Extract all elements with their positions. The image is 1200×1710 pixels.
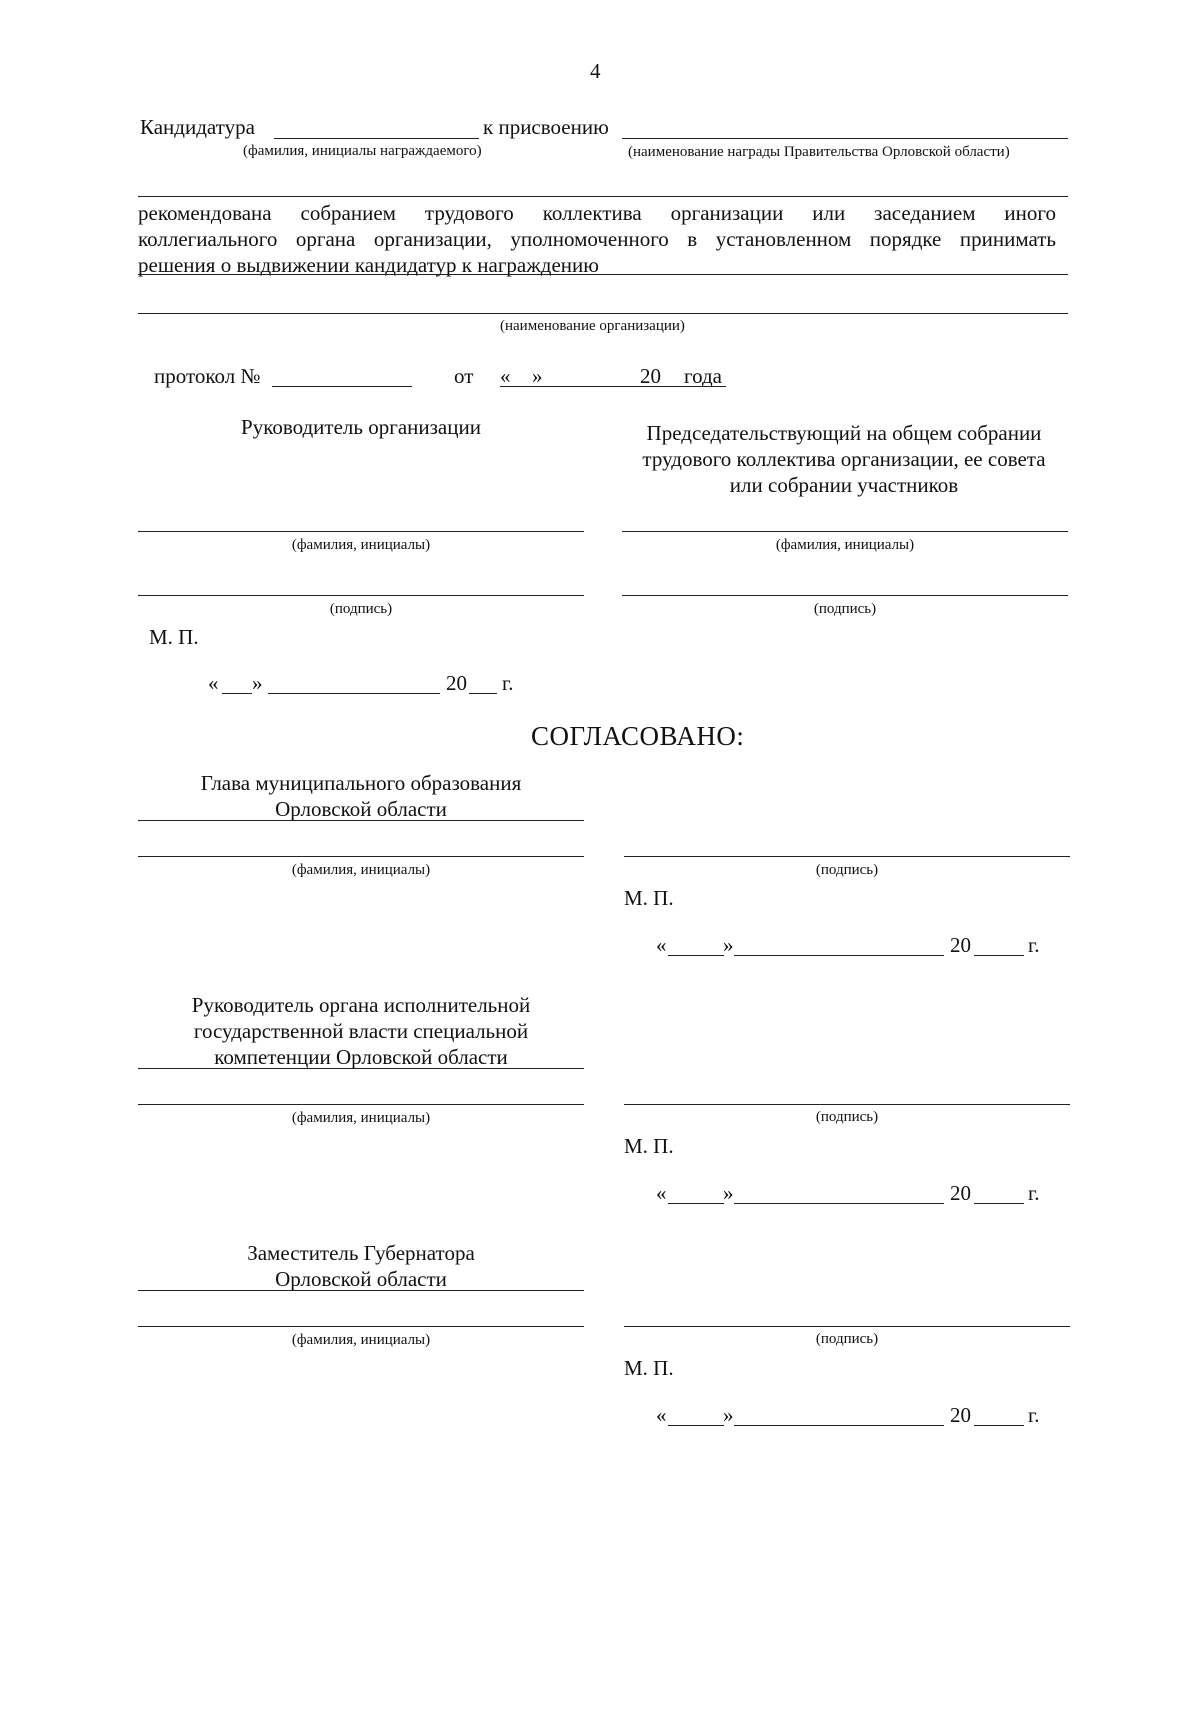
- date3-quote-open: «: [656, 1181, 667, 1205]
- executive-title-underline: [138, 1068, 584, 1069]
- approved-heading: СОГЛАСОВАНО:: [531, 721, 745, 751]
- deputy-signature-hint: (подпись): [815, 1331, 879, 1347]
- deputy-line-2: Орловской области: [275, 1267, 447, 1291]
- date2-year-prefix: 20: [950, 933, 971, 957]
- date4-year-field[interactable]: [974, 1425, 1024, 1426]
- page-number: 4: [590, 59, 601, 83]
- protocol-from-label: от: [454, 364, 474, 388]
- head-org-signature-field[interactable]: [138, 595, 584, 596]
- stamp-place-3: М. П.: [624, 1134, 674, 1158]
- date1-year-suffix: г.: [502, 671, 514, 695]
- municipal-name-field[interactable]: [138, 856, 584, 857]
- deputy-line-1: Заместитель Губернатора: [247, 1241, 475, 1265]
- award-name-hint: (наименование награды Правительства Орловской области): [628, 144, 1010, 160]
- protocol-year-prefix: 20: [640, 364, 661, 388]
- organization-name-hint: (наименование организации): [500, 318, 685, 334]
- award-name-field[interactable]: [622, 138, 1068, 139]
- deputy-title-underline: [138, 1290, 584, 1291]
- municipal-name-hint: (фамилия, инициалы): [291, 862, 431, 878]
- date4-year-prefix: 20: [950, 1403, 971, 1427]
- assignment-label: к присвоению: [483, 115, 609, 139]
- date1-year-prefix: 20: [446, 671, 467, 695]
- date3-year-field[interactable]: [974, 1203, 1024, 1204]
- chair-signature-hint: (подпись): [813, 601, 877, 617]
- date1-year-field[interactable]: [469, 693, 497, 694]
- stamp-place-1: М. П.: [149, 625, 199, 649]
- municipal-signature-field[interactable]: [624, 856, 1070, 857]
- stamp-place-2: М. П.: [624, 886, 674, 910]
- date1-quote-close: »: [252, 671, 263, 695]
- date4-quote-close: »: [723, 1403, 734, 1427]
- award-name-continuation-field[interactable]: [138, 196, 1068, 197]
- municipal-signature-hint: (подпись): [815, 862, 879, 878]
- date1-quote-open: «: [208, 671, 219, 695]
- date2-month-field[interactable]: [734, 955, 944, 956]
- municipal-line-2: Орловской области: [275, 797, 447, 821]
- chair-name-field[interactable]: [622, 531, 1068, 532]
- deputy-name-hint: (фамилия, инициалы): [291, 1332, 431, 1348]
- protocol-number-field[interactable]: [272, 386, 412, 387]
- executive-line-1: Руководитель органа исполнительной: [191, 993, 531, 1017]
- chair-signature-field[interactable]: [622, 595, 1068, 596]
- executive-line-3: компетенции Орловской области: [214, 1045, 508, 1069]
- chair-line-3: или собрании участников: [729, 473, 959, 497]
- candidate-name-field[interactable]: [274, 138, 479, 139]
- deputy-name-field[interactable]: [138, 1326, 584, 1327]
- chair-line-1: Председательствующий на общем собрании: [646, 421, 1042, 445]
- recommend-line-2: коллегиального органа организации, уполномоченного в установленном порядке принимать: [138, 227, 1056, 251]
- executive-name-field[interactable]: [138, 1104, 584, 1105]
- date4-quote-open: «: [656, 1403, 667, 1427]
- date3-day-field[interactable]: [668, 1203, 724, 1204]
- candidate-name-hint: (фамилия, инициалы награждаемого): [243, 143, 482, 159]
- date4-month-field[interactable]: [734, 1425, 944, 1426]
- date3-year-prefix: 20: [950, 1181, 971, 1205]
- head-org-name-hint: (фамилия, инициалы): [291, 537, 431, 553]
- recommend-line-1: рекомендована собранием трудового коллектива организации или заседанием иного: [138, 201, 1056, 225]
- date3-year-suffix: г.: [1028, 1181, 1040, 1205]
- date4-day-field[interactable]: [668, 1425, 724, 1426]
- recommend-line-3-underline[interactable]: [138, 274, 1068, 275]
- date3-month-field[interactable]: [734, 1203, 944, 1204]
- date1-day-field[interactable]: [222, 693, 252, 694]
- executive-signature-field[interactable]: [624, 1104, 1070, 1105]
- executive-signature-hint: (подпись): [815, 1109, 879, 1125]
- executive-line-2: государственной власти специальной: [193, 1019, 529, 1043]
- candidacy-label: Кандидатура: [140, 115, 255, 139]
- organization-name-field[interactable]: [138, 313, 1068, 314]
- protocol-date-field[interactable]: [500, 386, 726, 387]
- protocol-label: протокол №: [154, 364, 261, 388]
- head-org-signature-hint: (подпись): [329, 601, 393, 617]
- chair-name-hint: (фамилия, инициалы): [775, 537, 915, 553]
- deputy-signature-field[interactable]: [624, 1326, 1070, 1327]
- date2-year-field[interactable]: [974, 955, 1024, 956]
- recommend-line-3: решения о выдвижении кандидатур к награждению: [138, 253, 599, 277]
- head-org-name-field[interactable]: [138, 531, 584, 532]
- municipal-line-1: Глава муниципального образования: [200, 771, 522, 795]
- date2-year-suffix: г.: [1028, 933, 1040, 957]
- date1-month-field[interactable]: [268, 693, 440, 694]
- protocol-quote-close: »: [532, 364, 543, 388]
- date2-quote-close: »: [723, 933, 734, 957]
- protocol-quote-open: «: [500, 364, 511, 388]
- municipal-title-underline: [138, 820, 584, 821]
- date3-quote-close: »: [723, 1181, 734, 1205]
- date2-quote-open: «: [656, 933, 667, 957]
- date4-year-suffix: г.: [1028, 1403, 1040, 1427]
- executive-name-hint: (фамилия, инициалы): [291, 1110, 431, 1126]
- chair-line-2: трудового коллектива организации, ее совета: [642, 447, 1046, 471]
- stamp-place-4: М. П.: [624, 1356, 674, 1380]
- protocol-year-word: года: [684, 364, 722, 388]
- head-org-title: Руководитель организации: [241, 415, 481, 439]
- date2-day-field[interactable]: [668, 955, 724, 956]
